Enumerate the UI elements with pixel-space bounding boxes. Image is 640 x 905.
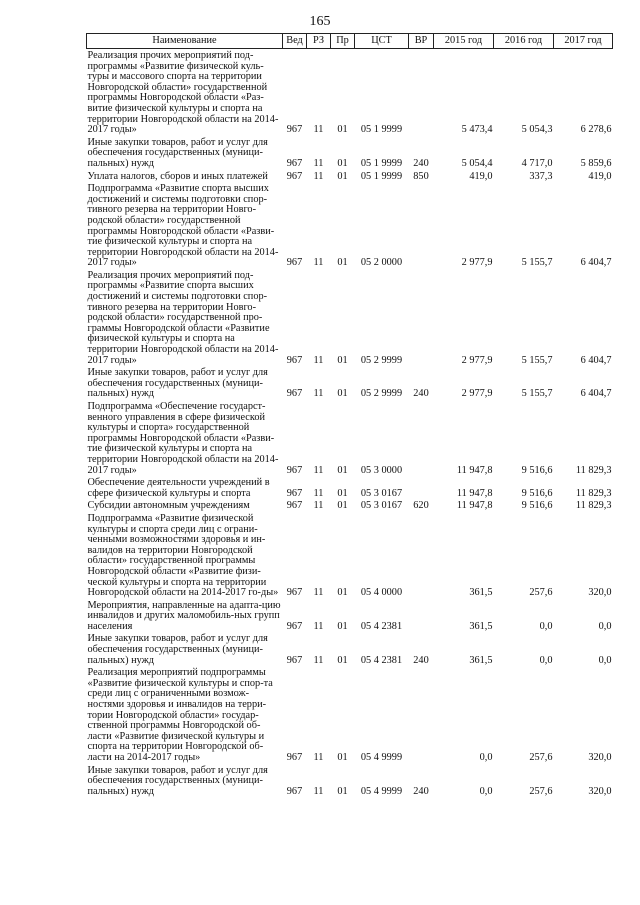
- row-value-2015: 0,0: [479, 752, 493, 763]
- row-cst: 05 4 0000: [360, 587, 403, 599]
- row-name: Реализация мероприятий подпрограммы «Развитие физической культуры и спор-та среди лиц с ограниченными возмож-ностями здоровья и инвалидов на терри-тории Новгородской области» государ-ственной программы Новгородской об-ласти «Развитие физической культуры и спорта на территории Новгородской об-ласти на 2014-2017 годы»: [87, 667, 273, 763]
- row-value-2017: 320,0: [588, 785, 612, 797]
- row-pr: 01: [337, 620, 348, 632]
- table-row: [87, 764, 613, 798]
- row-vr: [409, 49, 434, 136]
- row-cst: 05 3 0167: [360, 500, 403, 512]
- row-pr: 01: [337, 354, 348, 366]
- row-pr: 01: [337, 170, 348, 182]
- row-value-2016: 5 155,7: [521, 388, 553, 400]
- row-value-2015: 11 947,8: [456, 464, 493, 476]
- row-name: Подпрограмма «Развитие физической культуры и спорта среди лиц с ограни-ченными возможностями здоровья и ин-валидов на территории Новгородской области» государственной программы Новгородской области «Развитие физи-ческой культуры и спорта на территории Новгородской области на 2014-2017 го-ды»: [87, 512, 279, 599]
- row-ved: 967: [286, 785, 303, 797]
- row-ved: 967: [286, 124, 303, 136]
- row-value-2015: 5 473,4: [461, 124, 493, 136]
- row-vr: [409, 476, 434, 499]
- header-vr: ВР: [409, 34, 434, 49]
- row-rz: 11: [313, 785, 324, 797]
- row-value-2015: 2 977,9: [461, 354, 493, 366]
- table-row: [87, 269, 613, 366]
- row-name: Уплата налогов, сборов и иных платежей: [87, 170, 268, 182]
- header-rz: РЗ: [307, 34, 331, 49]
- row-rz: 11: [313, 500, 324, 512]
- row-ved: 967: [286, 587, 303, 599]
- table-row: [87, 476, 613, 499]
- row-rz: 11: [313, 388, 324, 400]
- row-cst: 05 1 9999: [360, 170, 403, 182]
- row-value-2017: 6 404,7: [580, 354, 612, 366]
- row-name: Обеспечение деятельности учреждений в сфере физической культуры и спорта: [87, 477, 270, 499]
- row-name: Реализация прочих мероприятий под-программы «Развитие спорта высших достижений и системы подготовки спор-тивного резерва на территории Новго-родской области» государственной про-граммы Новгородской области «Развитие физической культуры и спорта на территории Новгородской области на 2014-2017 годы»: [87, 269, 279, 366]
- page-number: 165: [309, 14, 331, 29]
- row-rz: 11: [313, 654, 324, 666]
- row-value-2016: 9 516,6: [521, 464, 553, 476]
- row-pr: 01: [337, 388, 348, 400]
- header-2016: 2016 год: [494, 34, 554, 49]
- row-value-2016: 0,0: [539, 654, 553, 666]
- row-value-2015: 11 947,8: [456, 487, 493, 499]
- row-vr: 850: [413, 170, 429, 182]
- row-pr: 01: [337, 587, 348, 599]
- row-pr: 01: [337, 785, 348, 797]
- row-value-2017: 0,0: [598, 620, 612, 632]
- row-name: Подпрограмма «Обеспечение государст-венного управления в сфере физической культуры и спорта» государственной программы Новгородской области «Разви-тие физической культуры и спорта на территории Новгородской области на 2014-2017 годы»: [87, 401, 279, 476]
- row-vr: [409, 269, 434, 366]
- row-value-2015: 419,0: [469, 170, 493, 182]
- row-ved: 967: [286, 388, 303, 400]
- row-vr: [409, 400, 434, 476]
- row-rz: 11: [313, 354, 324, 366]
- row-vr: [409, 666, 434, 763]
- row-name: Иные закупки товаров, работ и услуг для обеспечения государственных (муници-пальных) нужд: [87, 764, 268, 797]
- row-value-2017: 11 829,3: [575, 487, 612, 499]
- row-pr: 01: [337, 500, 348, 512]
- row-ved: 967: [286, 464, 303, 476]
- row-value-2016: 4 717,0: [521, 157, 553, 169]
- row-vr: 240: [413, 654, 429, 666]
- row-name: Мероприятия, направленные на адапта-цию инвалидов и других маломобиль-ных групп населения: [87, 599, 281, 632]
- row-value-2017: 11 829,3: [575, 500, 612, 512]
- row-rz: 11: [313, 170, 324, 182]
- row-ved: 967: [286, 752, 303, 763]
- row-value-2017: 320,0: [588, 752, 612, 763]
- row-cst: 05 3 0000: [360, 464, 403, 476]
- row-cst: 05 1 9999: [360, 157, 403, 169]
- row-value-2017: 6 404,7: [580, 257, 612, 269]
- row-ved: 967: [286, 257, 303, 269]
- table-row: [87, 49, 613, 136]
- table-row: [87, 136, 613, 170]
- row-value-2015: 2 977,9: [461, 257, 493, 269]
- table-row: [87, 666, 613, 763]
- row-pr: 01: [337, 257, 348, 269]
- row-value-2016: 5 054,3: [521, 124, 553, 136]
- table-row: [87, 512, 613, 599]
- table-row: [87, 170, 613, 183]
- row-pr: 01: [337, 157, 348, 169]
- row-vr: 620: [413, 500, 429, 512]
- row-vr: 240: [413, 388, 429, 400]
- row-vr: [409, 512, 434, 599]
- row-rz: 11: [313, 157, 324, 169]
- table-row: [87, 599, 613, 633]
- row-value-2015: 2 977,9: [461, 388, 493, 400]
- row-ved: 967: [286, 354, 303, 366]
- row-rz: 11: [313, 124, 324, 136]
- row-value-2015: 11 947,8: [456, 500, 493, 512]
- row-value-2015: 0,0: [479, 785, 493, 797]
- row-pr: 01: [337, 752, 348, 763]
- row-value-2017: 11 829,3: [575, 464, 612, 476]
- row-value-2015: 5 054,4: [461, 157, 493, 169]
- header-2015: 2015 год: [434, 34, 494, 49]
- row-rz: 11: [313, 464, 324, 476]
- budget-table: [86, 33, 613, 797]
- row-name: Реализация прочих мероприятий под-программы «Развитие физической куль-туры и массового спорта на территории Новгородской области» государственной программы Новгородской области «Раз-витие физической культуры и спорта на территории Новгородской области на 2014-2017 годы»: [87, 50, 279, 136]
- row-pr: 01: [337, 654, 348, 666]
- header-ved: Вед: [283, 34, 307, 49]
- row-name: Иные закупки товаров, работ и услуг для обеспечения государственных (муници-пальных) нужд: [87, 136, 268, 169]
- header-2017: 2017 год: [554, 34, 613, 49]
- row-cst: 05 4 2381: [360, 654, 403, 666]
- row-value-2015: 361,5: [469, 620, 493, 632]
- row-rz: 11: [313, 587, 324, 599]
- row-ved: 967: [286, 654, 303, 666]
- row-value-2017: 6 404,7: [580, 388, 612, 400]
- row-value-2017: 320,0: [588, 587, 612, 599]
- table-row: [87, 366, 613, 400]
- header-pr: Пр: [331, 34, 355, 49]
- row-vr: 240: [413, 785, 429, 797]
- row-cst: 05 4 2381: [360, 620, 403, 632]
- row-value-2016: 0,0: [539, 620, 553, 632]
- table-row: [87, 499, 613, 512]
- row-value-2017: 419,0: [588, 170, 612, 182]
- row-cst: 05 2 9999: [360, 354, 403, 366]
- row-value-2016: 9 516,6: [521, 487, 553, 499]
- header-cst: ЦСТ: [355, 34, 409, 49]
- row-name: Иные закупки товаров, работ и услуг для обеспечения государственных (муници-пальных) нужд: [87, 633, 268, 666]
- row-cst: 05 4 9999: [360, 785, 403, 797]
- row-ved: 967: [286, 170, 303, 182]
- row-cst: 05 4 9999: [360, 752, 403, 763]
- row-value-2017: 6 278,6: [580, 124, 612, 136]
- row-vr: 240: [413, 157, 429, 169]
- row-value-2016: 257,6: [529, 587, 553, 599]
- row-name: Подпрограмма «Развитие спорта высших достижений и системы подготовки спор-тивного резерва на территории Новго-родской области» государственной программы Новгородской области «Разви-тие физической культуры и спорта на территории Новгородской области на 2014-2017 годы»: [87, 183, 279, 269]
- row-cst: 05 2 9999: [360, 388, 403, 400]
- row-value-2016: 5 155,7: [521, 257, 553, 269]
- row-value-2016: 9 516,6: [521, 500, 553, 512]
- row-pr: 01: [337, 124, 348, 136]
- row-rz: 11: [313, 487, 324, 499]
- row-vr: [409, 599, 434, 633]
- row-value-2016: 257,6: [529, 785, 553, 797]
- row-cst: 05 2 0000: [360, 257, 403, 269]
- table-row: [87, 632, 613, 666]
- row-value-2016: 337,3: [529, 170, 553, 182]
- row-vr: [409, 182, 434, 269]
- table-row: [87, 400, 613, 476]
- row-pr: 01: [337, 464, 348, 476]
- row-rz: 11: [313, 257, 324, 269]
- row-value-2015: 361,5: [469, 587, 493, 599]
- row-pr: 01: [337, 487, 348, 499]
- row-value-2016: 257,6: [529, 752, 553, 763]
- row-value-2015: 361,5: [469, 654, 493, 666]
- row-value-2017: 5 859,6: [580, 157, 612, 169]
- row-rz: 11: [313, 752, 324, 763]
- row-name: Иные закупки товаров, работ и услуг для обеспечения государственных (муници-пальных) нужд: [87, 367, 268, 400]
- row-ved: 967: [286, 157, 303, 169]
- row-ved: 967: [286, 487, 303, 499]
- row-value-2016: 5 155,7: [521, 354, 553, 366]
- row-cst: 05 1 9999: [360, 124, 403, 136]
- row-name: Субсидии автономным учреждениям: [87, 500, 250, 512]
- row-value-2017: 0,0: [598, 654, 612, 666]
- row-rz: 11: [313, 620, 324, 632]
- row-ved: 967: [286, 500, 303, 512]
- row-cst: 05 3 0167: [360, 487, 403, 499]
- table-row: [87, 182, 613, 269]
- row-ved: 967: [286, 620, 303, 632]
- table-header-row: [87, 34, 613, 49]
- header-name: Наименование: [87, 34, 283, 49]
